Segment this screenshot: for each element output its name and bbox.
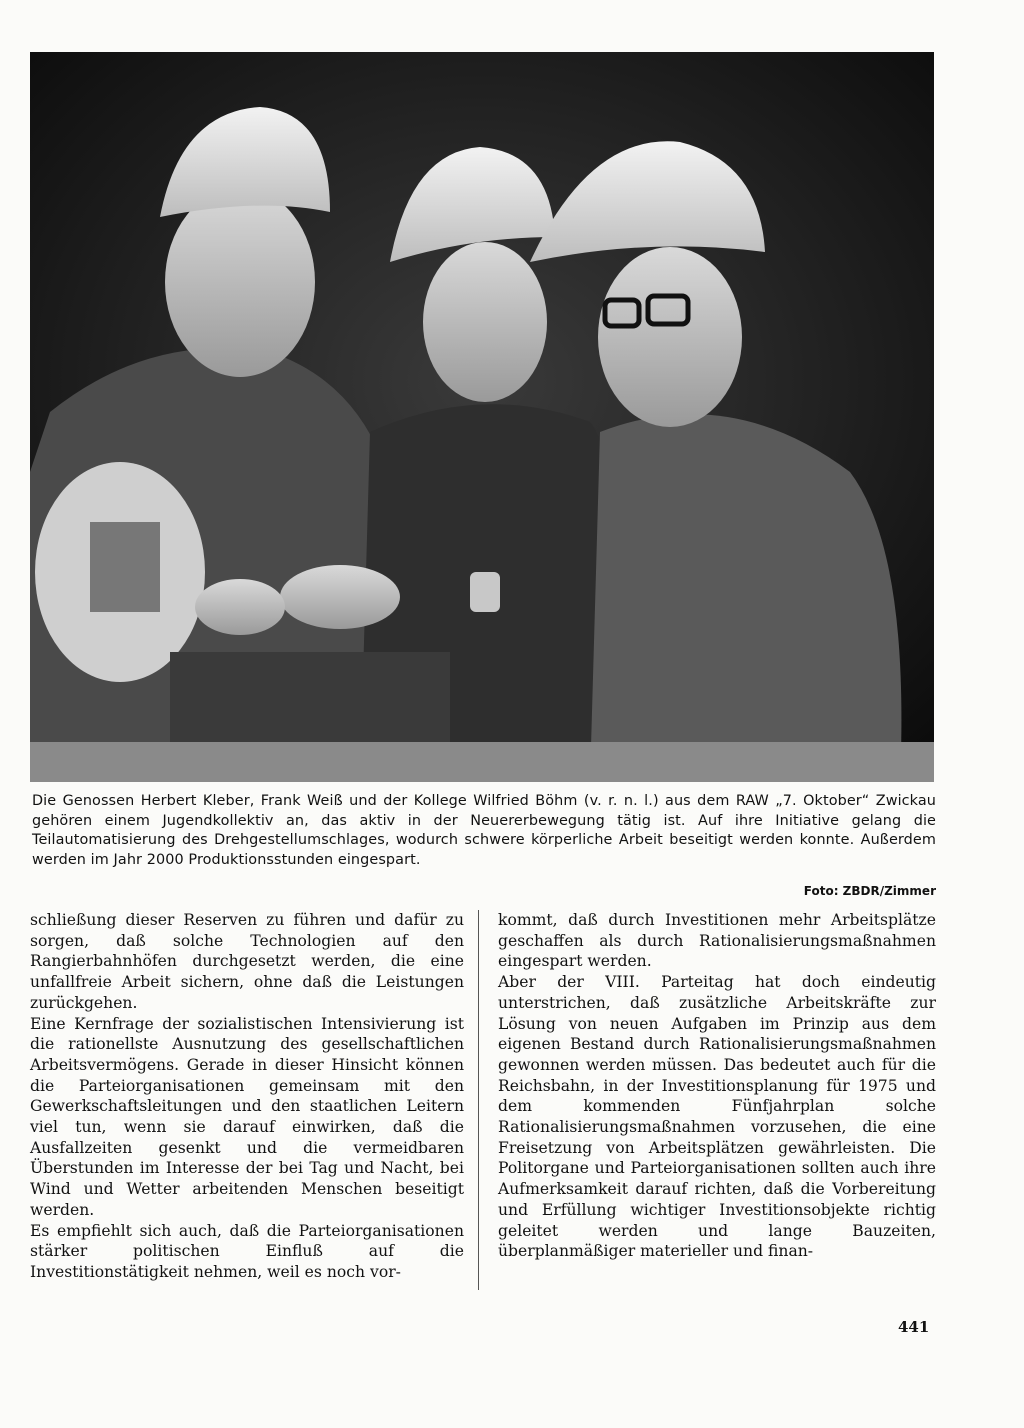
right-column bbox=[498, 910, 936, 1262]
paragraph: Aber der VIII. Parteitag hat doch eindeutig unterstrichen, daß zusätzliche Arbeitskräfte zur Lösung von neuen Aufgaben im Prinzip aus dem eigenen Bestand durch Rationalisierungsmaßnahmen gewonnen werden müssen. Das bedeutet auch für die Reichsbahn, in der Investitionsplanung für 1975 und dem kommenden Fünfjahrplan solche Rationalisierungsmaßnahmen vorzusehen, die eine Freisetzung von Arbeitsplätzen gewährleisten. Die Politorgane und Parteiorganisationen sollten auch ihre Aufmerksamkeit darauf richten, daß die Vorbereitung und Erfüllung wichtiger Investitionsobjekte richtig geleitet werden und lange Bauzeiten, überplanmäßiger materieller und finan- bbox=[498, 973, 936, 1261]
paragraph: schließung dieser Reserven zu führen und dafür zu sorgen, daß solche Technologien auf den Rangierbahnhöfen durchgesetzt werden, die eine unfallfreie Arbeit sichern, ohne daß die Leistungen zurückgehen. bbox=[30, 911, 464, 1012]
paragraph: Es empfiehlt sich auch, daß die Parteiorganisationen stärker politischen Einfluß auf die Investitionstätigkeit nehmen, weil es noch vor- bbox=[30, 1221, 464, 1281]
photo-illustration bbox=[30, 52, 934, 782]
column-divider bbox=[478, 910, 479, 1290]
paragraph: Eine Kernfrage der sozialistischen Intensivierung ist die rationellste Ausnutzung des gesellschaftlichen Arbeitsvermögens. Gerade in dieser Hinsicht können die Parteiorganisationen gemeinsam mit den Gewerkschaftsleitungen und den staatlichen Leitern viel tun, wenn sie darauf einwirken, daß die Ausfallzeiten gesenkt und die vermeidbaren Überstunden im Interesse der bei Tag und Nacht, bei Wind und Wetter arbeitenden Menschen beseitigt werden. bbox=[30, 1014, 464, 1219]
photo-caption bbox=[32, 792, 936, 870]
paragraph: kommt, daß durch Investitionen mehr Arbeitsplätze geschaffen als durch Rationalisierungsmaßnahmen eingespart werden. bbox=[498, 911, 936, 971]
photo-credit: Foto: ZBDR/Zimmer bbox=[803, 884, 936, 898]
article-photo bbox=[30, 52, 934, 782]
left-column bbox=[30, 910, 464, 1283]
page-number: 441 bbox=[898, 1318, 930, 1336]
caption-text: Die Genossen Herbert Kleber, Frank Weiß und der Kollege Wilfried Böhm (v. r. n. l.) aus dem RAW „7. Oktober“ Zwickau gehören einem Jugendkollektiv an, das aktiv in der Neuererbewegung tätig ist. Auf ihre Initiative gelang die Teilautomatisierung des Drehgestellumschlages, wodurch schwere körperliche Arbeit beseitigt werden konnte. Außerdem werden im Jahr 2000 Produktionsstunden eingespart. bbox=[32, 793, 936, 868]
